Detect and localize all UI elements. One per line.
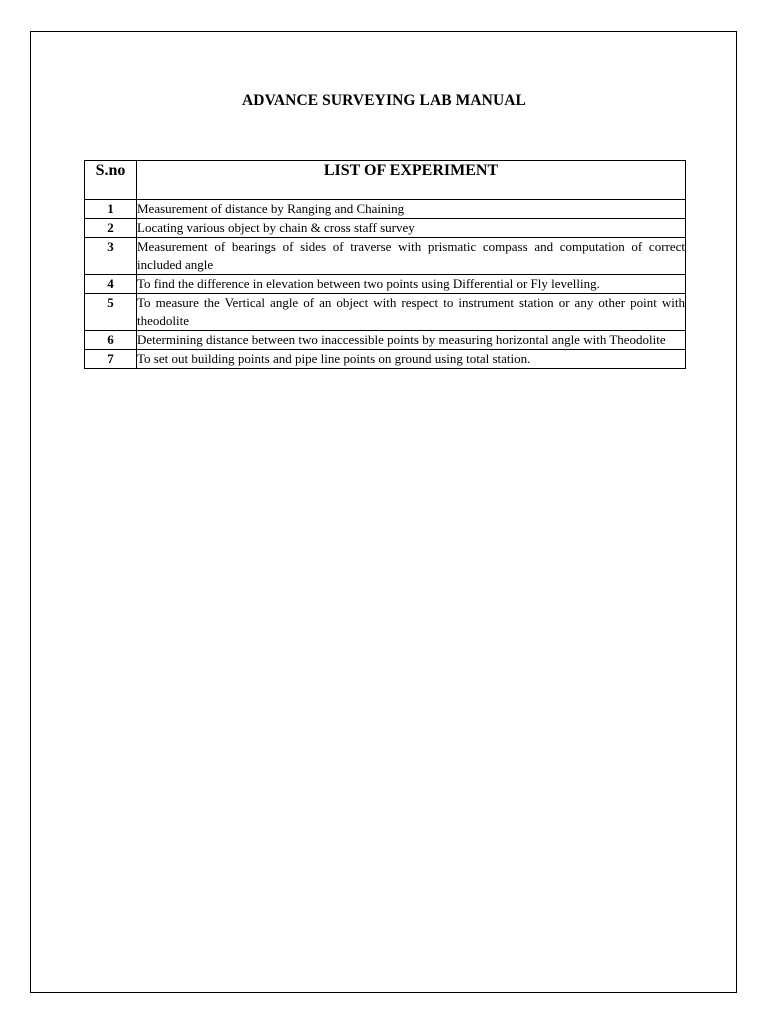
table-row: [85, 238, 686, 275]
table-row: [85, 294, 686, 331]
row-description: To set out building points and pipe line points on ground using total station.: [137, 350, 686, 369]
row-number: 7: [85, 350, 137, 369]
row-description: Measurement of distance by Ranging and Chaining: [137, 200, 686, 219]
table-row: [85, 350, 686, 369]
row-number: 5: [85, 294, 137, 331]
row-description: Measurement of bearings of sides of traverse with prismatic compass and computation of correct included angle: [137, 238, 686, 275]
header-sno: S.no: [85, 161, 137, 200]
table-header-row: [85, 161, 686, 200]
row-number: 3: [85, 238, 137, 275]
table-row: [85, 219, 686, 238]
table-row: [85, 331, 686, 350]
row-number: 1: [85, 200, 137, 219]
experiment-table: [84, 160, 686, 369]
row-number: 6: [85, 331, 137, 350]
row-description: To measure the Vertical angle of an object with respect to instrument station or any other point with theodolite: [137, 294, 686, 331]
row-description: Determining distance between two inaccessible points by measuring horizontal angle with Theodolite: [137, 331, 686, 350]
table-row: [85, 275, 686, 294]
row-number: 4: [85, 275, 137, 294]
table-row: [85, 200, 686, 219]
document-title: ADVANCE SURVEYING LAB MANUAL: [241, 92, 526, 109]
header-experiment: LIST OF EXPERIMENT: [137, 161, 686, 200]
row-number: 2: [85, 219, 137, 238]
row-description: Locating various object by chain & cross staff survey: [137, 219, 686, 238]
row-description: To find the difference in elevation between two points using Differential or Fly levelling.: [137, 275, 686, 294]
